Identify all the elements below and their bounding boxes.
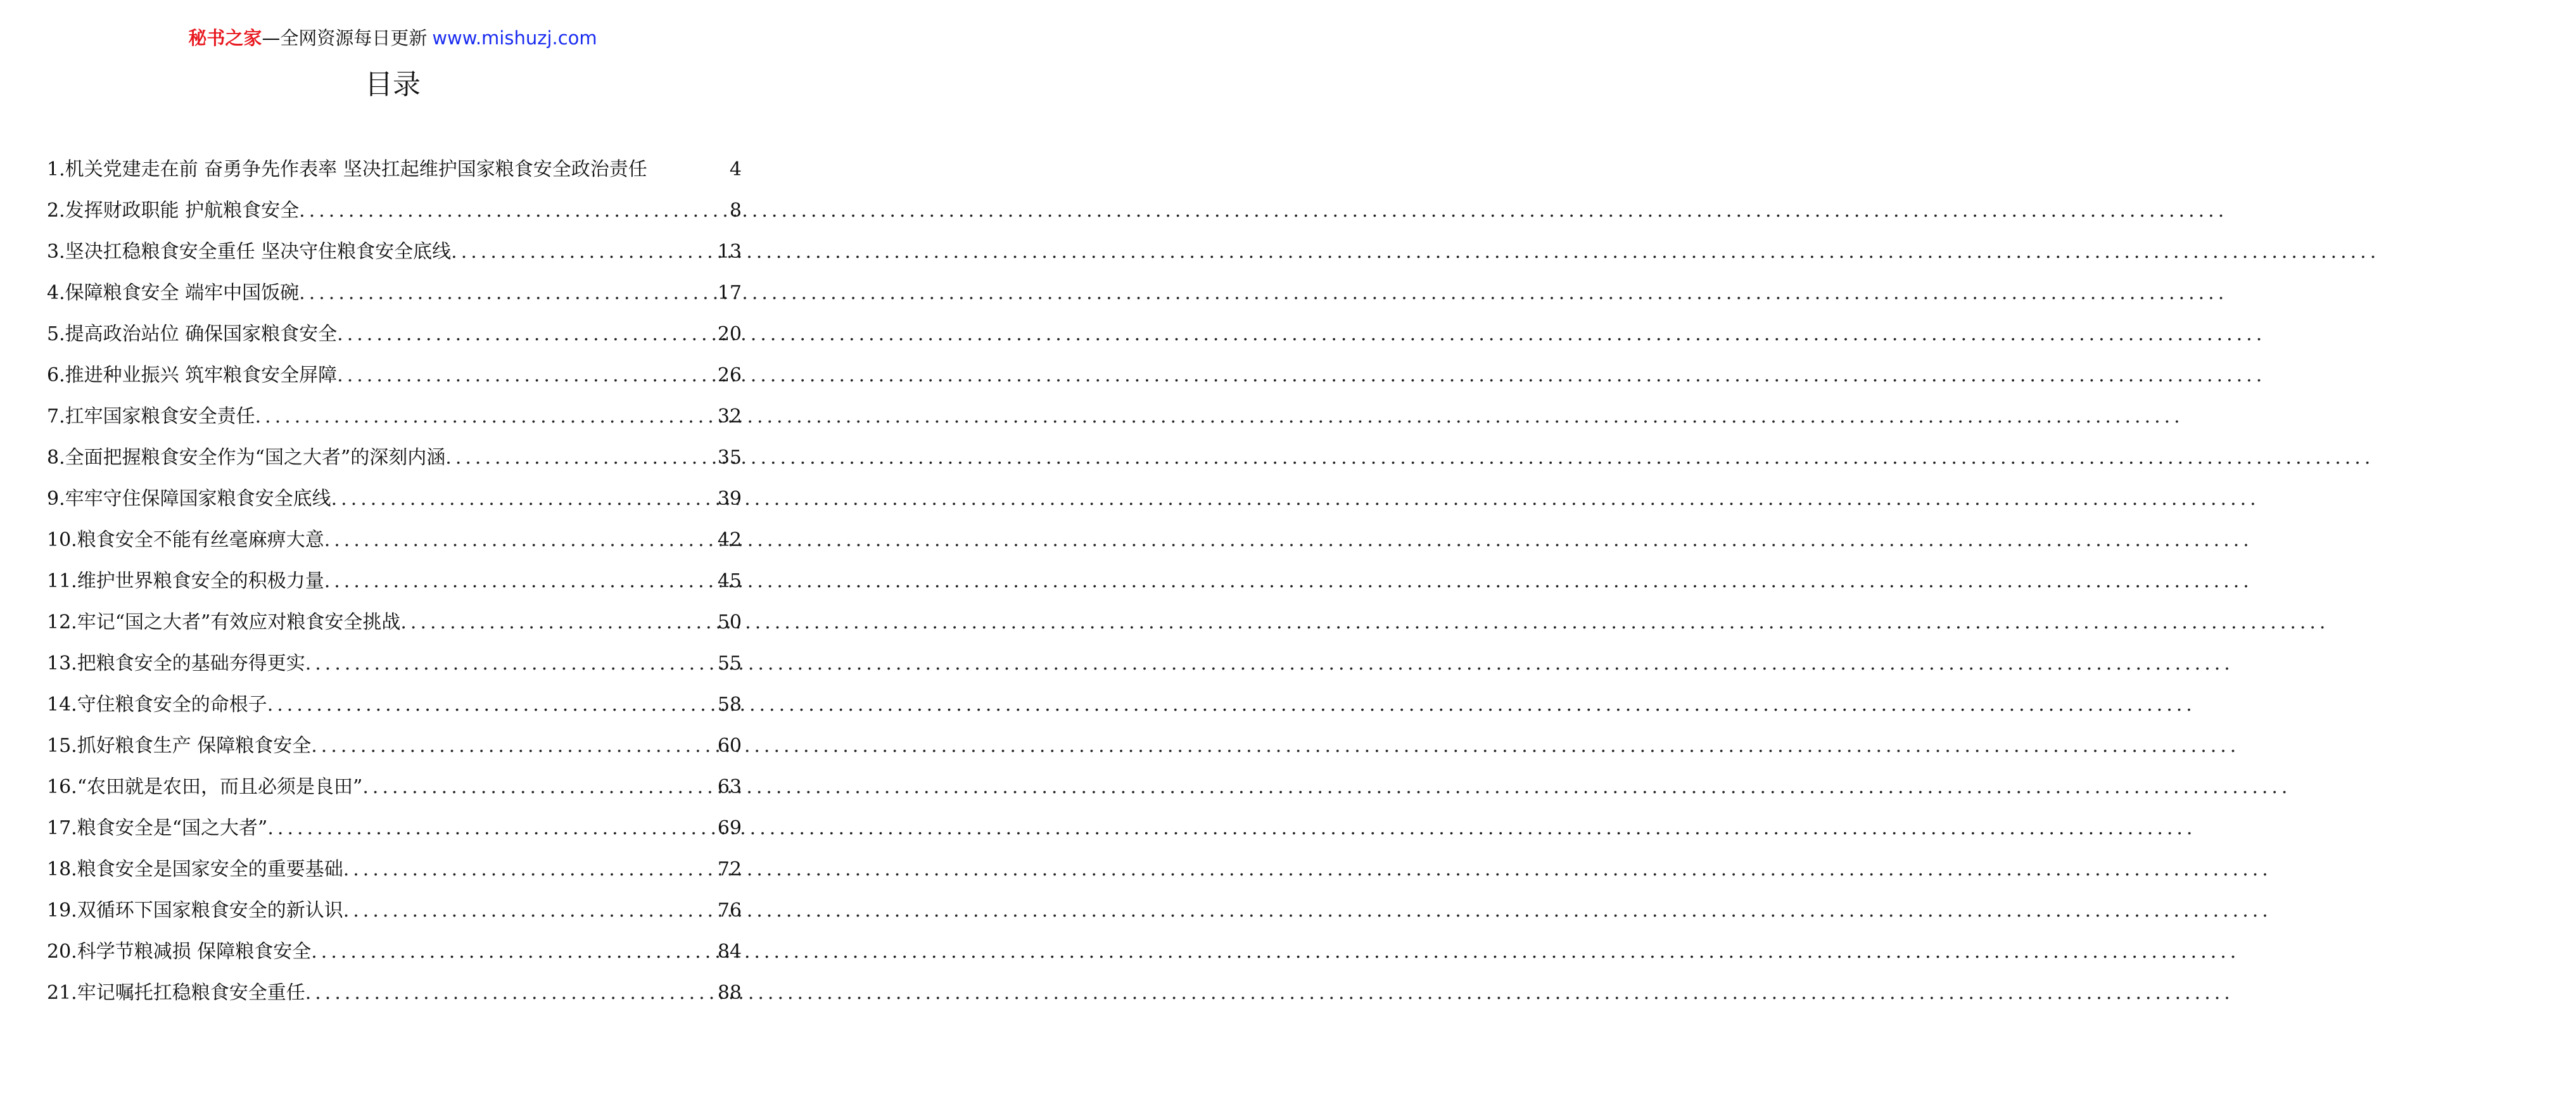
toc-entry-title: 6.推进种业振兴 筑牢粮食安全屏障 bbox=[47, 364, 338, 386]
toc-page-number: 63 bbox=[717, 776, 742, 798]
toc-page-number: 45 bbox=[717, 570, 742, 592]
toc-dot-leader bbox=[311, 725, 715, 766]
toc-entry-title: 10.粮食安全不能有丝毫麻痹大意 bbox=[47, 529, 324, 551]
toc-dot-leader bbox=[331, 478, 715, 519]
toc-dot-leader bbox=[311, 931, 715, 972]
toc-entry-title: 8.全面把握粮食安全作为“国之大者”的深刻内涵 bbox=[47, 447, 446, 469]
toc-page-number: 88 bbox=[717, 982, 742, 1004]
header-banner bbox=[0, 25, 785, 51]
toc-entry[interactable] bbox=[47, 725, 742, 766]
brand-name: 秘书之家 bbox=[188, 27, 262, 49]
toc-page-number: 4 bbox=[729, 158, 742, 181]
toc-dot-leader bbox=[267, 684, 715, 725]
table-of-contents bbox=[47, 149, 742, 1013]
toc-entry[interactable] bbox=[47, 478, 742, 519]
toc-entry[interactable] bbox=[47, 849, 742, 890]
toc-entry[interactable] bbox=[47, 231, 742, 272]
toc-page-number: 55 bbox=[717, 652, 742, 675]
toc-entry-title: 20.科学节粮减损 保障粮食安全 bbox=[47, 941, 312, 963]
toc-dot-leader bbox=[337, 314, 715, 355]
toc-dot-leader bbox=[451, 231, 715, 272]
toc-page-number: 35 bbox=[717, 447, 742, 469]
toc-dot-leader bbox=[362, 766, 714, 808]
toc-page-number: 26 bbox=[717, 364, 742, 386]
toc-entry-title: 9.牢牢守住保障国家粮食安全底线 bbox=[47, 488, 331, 510]
toc-page-number: 20 bbox=[717, 323, 742, 345]
toc-page-number: 17 bbox=[717, 282, 742, 304]
toc-entry-title: 7.扛牢国家粮食安全责任 bbox=[47, 405, 255, 428]
toc-entry-title: 5.提高政治站位 确保国家粮食安全 bbox=[47, 323, 338, 345]
toc-page-number: 76 bbox=[717, 899, 742, 922]
toc-dot-leader bbox=[255, 396, 715, 437]
toc-entry[interactable] bbox=[47, 561, 742, 602]
toc-dot-leader bbox=[267, 808, 714, 849]
toc-entry-title: 15.抓好粮食生产 保障粮食安全 bbox=[47, 735, 312, 757]
toc-entry[interactable] bbox=[47, 766, 742, 808]
toc-page-number: 50 bbox=[717, 611, 742, 633]
toc-entry-title: 2.发挥财政职能 护航粮食安全 bbox=[47, 200, 300, 222]
toc-entry[interactable] bbox=[47, 643, 742, 684]
toc-page-number: 84 bbox=[717, 941, 742, 963]
toc-dot-leader bbox=[305, 643, 715, 684]
toc-entry[interactable] bbox=[47, 272, 742, 314]
toc-dot-leader bbox=[299, 190, 727, 231]
page-title: 目录 bbox=[365, 68, 421, 101]
toc-page-number: 8 bbox=[729, 200, 742, 222]
toc-entry-title: 18.粮食安全是国家安全的重要基础 bbox=[47, 858, 343, 880]
toc-page-number: 69 bbox=[717, 817, 742, 839]
site-url-link[interactable]: www.mishuzj.com bbox=[432, 27, 597, 49]
toc-entry-title: 12.牢记“国之大者”有效应对粮食安全挑战 bbox=[47, 611, 401, 633]
toc-entry-title: 3.坚决扛稳粮食安全重任 坚决守住粮食安全底线 bbox=[47, 241, 452, 263]
toc-page-number: 13 bbox=[717, 241, 742, 263]
toc-entry-title: 21.牢记嘱托扛稳粮食安全重任 bbox=[47, 982, 305, 1004]
toc-page-number: 58 bbox=[717, 694, 742, 716]
toc-entry-title: 19.双循环下国家粮食安全的新认识 bbox=[47, 899, 343, 922]
toc-page-number: 39 bbox=[717, 488, 742, 510]
toc-page-number: 32 bbox=[717, 405, 742, 428]
toc-entry[interactable] bbox=[47, 890, 742, 931]
toc-entry[interactable] bbox=[47, 519, 742, 561]
toc-page-number: 72 bbox=[717, 858, 742, 880]
slogan: —全网资源每日更新 bbox=[262, 27, 428, 49]
toc-entry-title: 16.“农田就是农田，而且必须是良田” bbox=[47, 776, 363, 798]
toc-entry-title: 14.守住粮食安全的命根子 bbox=[47, 694, 267, 716]
toc-entry[interactable] bbox=[47, 808, 742, 849]
toc-dot-leader bbox=[305, 972, 715, 1013]
toc-entry[interactable] bbox=[47, 602, 742, 643]
toc-entry-title: 17.粮食安全是“国之大者” bbox=[47, 817, 268, 839]
toc-entry-title: 11.维护世界粮食安全的积极力量 bbox=[47, 570, 324, 592]
toc-entry[interactable] bbox=[47, 684, 742, 725]
toc-entry-title: 1.机关党建走在前 奋勇争先作表率 坚决扛起维护国家粮食安全政治责任 bbox=[47, 158, 647, 181]
toc-dot-leader bbox=[324, 561, 715, 602]
toc-dot-leader bbox=[324, 519, 715, 561]
toc-dot-leader bbox=[299, 272, 715, 314]
toc-entry[interactable] bbox=[47, 972, 742, 1013]
toc-entry[interactable] bbox=[47, 931, 742, 972]
toc-dot-leader bbox=[343, 849, 715, 890]
toc-entry[interactable] bbox=[47, 437, 742, 478]
toc-entry[interactable] bbox=[47, 190, 742, 231]
toc-dot-leader bbox=[343, 890, 715, 931]
toc-dot-leader bbox=[445, 437, 715, 478]
toc-page-number: 42 bbox=[717, 529, 742, 551]
toc-dot-leader bbox=[400, 602, 714, 643]
toc-entry[interactable] bbox=[47, 149, 742, 190]
toc-entry-title: 4.保障粮食安全 端牢中国饭碗 bbox=[47, 282, 300, 304]
toc-dot-leader bbox=[337, 355, 715, 396]
toc-entry[interactable] bbox=[47, 396, 742, 437]
toc-page-number: 60 bbox=[717, 735, 742, 757]
toc-entry[interactable] bbox=[47, 355, 742, 396]
toc-entry[interactable] bbox=[47, 314, 742, 355]
toc-entry-title: 13.把粮食安全的基础夯得更实 bbox=[47, 652, 305, 675]
